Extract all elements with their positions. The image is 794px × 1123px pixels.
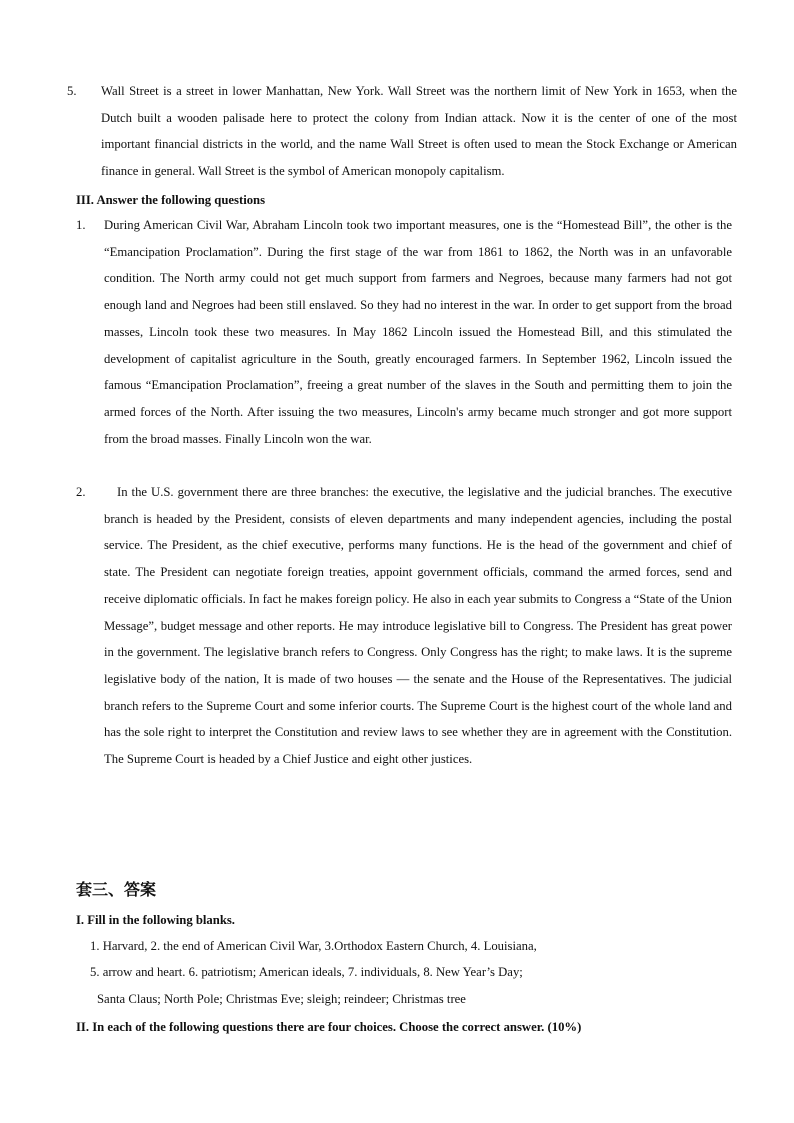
part-1-heading: I. Fill in the following blanks. — [76, 913, 235, 927]
item-text: In the U.S. government there are three branches: the executive, the legislative and the judicial branches. The executive branch is headed by the President, consists of eleven departments and many independent agencies, including the postal service. The President, as the chief executive, performs many functions. He is the head of the government and chief of state. The President can negotiate foreign treaties, appoint government officials, command the armed forces, send and receive diplomatic officials. In fact he makes foreign policy. He also in each year submits to Congress a “State of the Union Message”, budget message and other reports. He may introduce legislative bill to Congress. The President has great power in the government. The legislative branch refers to Congress. Only Congress has the right; to make laws. It is the supreme legislative body of the nation, It is made of two houses — the senate and the House of the Representatives. The judicial branch refers to the Supreme Court and some inferior courts. The Supreme Court is the highest court of the whole land and has the sole right to interpret the Constitution and review laws to see whether they are in agreement with the Constitution. The Supreme Court is headed by a Chief Justice and eight other justices. — [104, 485, 732, 767]
item-number: 2. — [76, 485, 86, 499]
section-heading-3: III. Answer the following questions — [76, 193, 266, 207]
answer-line-1: 1. Harvard, 2. the end of American Civil War, 3.Orthodox Eastern Church, 4. Louisiana, — [90, 939, 537, 953]
answer-item-2 — [76, 479, 732, 773]
answer-line-3: Santa Claus; North Pole; Christmas Eve; sleigh; reindeer; Christmas tree — [97, 992, 466, 1006]
item-text: During American Civil War, Abraham Lincoln took two important measures, one is the “Homestead Bill”, the other is the “Emancipation Proclamation”. During the first stage of the war from 1861 to 1862, the North was in an unfavorable condition. The North army could not get much support from farmers and Negroes, because many farmers had not got enough land and Negroes had been still enslaved. So they had no interest in the war. In order to get support from the broad masses, Lincoln took these two measures. In May 1862 Lincoln issued the Homestead Bill, and this stimulated the development of capitalist agriculture in the South, greatly encouraged farmers. In September 1962, Lincoln issued the famous “Emancipation Proclamation”, freeing a great number of the slaves in the South and permitting them to join the armed forces of the North. After issuing the two measures, Lincoln's army became much stronger and got more support from the broad masses. Finally Lincoln won the war. — [104, 218, 732, 446]
answer-item-1 — [76, 212, 732, 452]
item-text: Wall Street is a street in lower Manhattan, New York. Wall Street was the northern limit of New York in 1653, when the Dutch built a wooden palisade here to protect the colony from Indian attack. Now it is the center of one of the most important financial districts in the world, and the name Wall Street is often used to mean the Stock Exchange or American finance in general. Wall Street is the symbol of American monopoly capitalism. — [101, 84, 737, 179]
answer-line-2: 5. arrow and heart. 6. patriotism; American ideals, 7. individuals, 8. New Year’s Day; — [90, 965, 523, 979]
item-number: 5. — [67, 84, 77, 98]
answer-item-5 — [67, 78, 737, 185]
answer-set-title: 套三、答案 — [76, 882, 157, 899]
part-2-heading: II. In each of the following questions there are four choices. Choose the correct answer. (10%) — [76, 1020, 582, 1034]
item-number: 1. — [76, 218, 86, 232]
